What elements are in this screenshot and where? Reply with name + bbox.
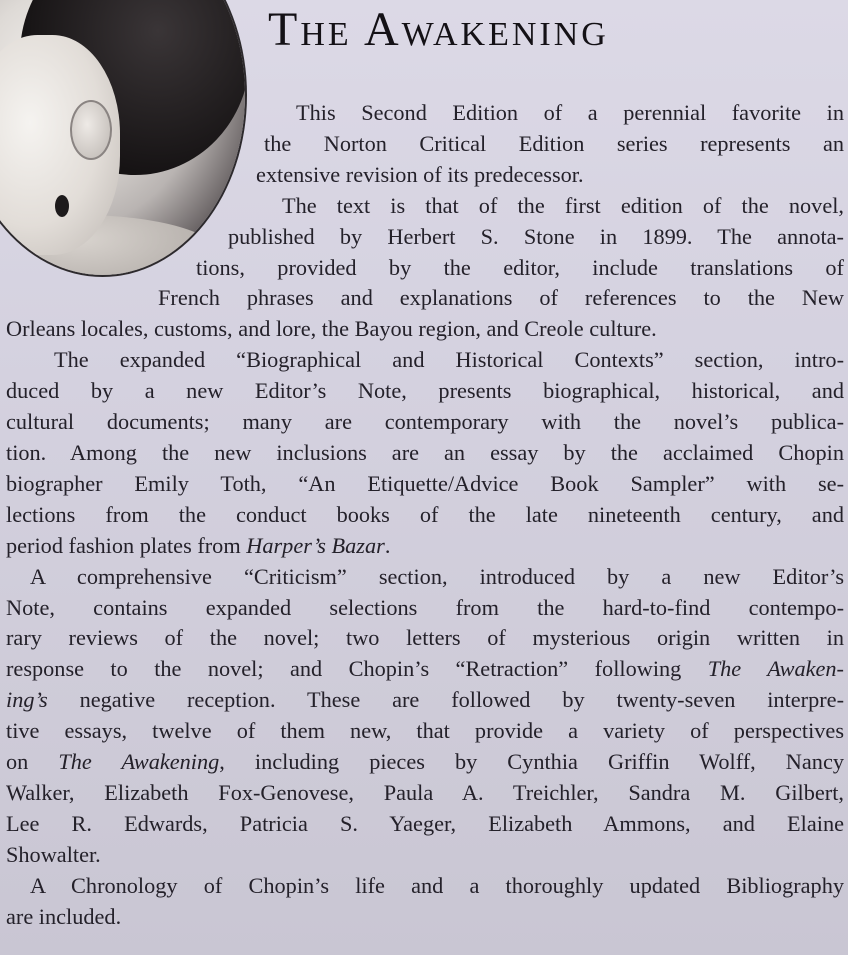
description-paragraph bbox=[6, 871, 844, 933]
text-segment: response to the novel; and Chopin’s “Retraction” following bbox=[6, 656, 708, 682]
description-paragraph bbox=[6, 191, 844, 346]
italic-text: Harper’s Bazar bbox=[246, 532, 385, 558]
text-line bbox=[6, 222, 844, 253]
text-line bbox=[6, 469, 844, 500]
text-segment: period fashion plates from bbox=[6, 532, 247, 558]
text-line bbox=[6, 747, 844, 778]
text-segment: tions, provided by the editor, include translations of bbox=[196, 254, 844, 280]
text-line bbox=[6, 716, 844, 747]
text-line bbox=[6, 902, 844, 933]
text-line bbox=[6, 283, 844, 314]
text-line bbox=[6, 376, 844, 407]
text-segment: extensive revision of its predecessor. bbox=[256, 161, 584, 187]
text-segment: are included. bbox=[6, 903, 122, 929]
description-text bbox=[6, 98, 844, 932]
italic-text: The Awaken- bbox=[707, 656, 844, 682]
text-line bbox=[6, 623, 844, 654]
description-paragraph bbox=[6, 98, 844, 191]
italic-text: The Awakening bbox=[58, 749, 220, 775]
text-line bbox=[6, 809, 844, 840]
text-line bbox=[6, 438, 844, 469]
text-segment: tion. Among the new inclusions are an essay by the acclaimed Chopin bbox=[6, 439, 844, 465]
text-segment: duced by a new Editor’s Note, presents biographical, historical, and bbox=[6, 378, 844, 404]
text-segment: , including pieces by Cynthia Griffin Wolff, Nancy bbox=[219, 749, 844, 775]
text-line bbox=[6, 98, 844, 129]
text-line bbox=[6, 191, 844, 222]
text-segment: This Second Edition of a perennial favorite in bbox=[296, 100, 844, 125]
text-line bbox=[6, 593, 844, 624]
text-line bbox=[6, 345, 844, 376]
text-line bbox=[6, 500, 844, 531]
text-line bbox=[6, 871, 844, 902]
text-line bbox=[6, 160, 844, 191]
text-segment: published by Herbert S. Stone in 1899. The annota- bbox=[228, 223, 844, 249]
text-segment: cultural documents; many are contemporary with the novel’s publica- bbox=[6, 409, 844, 435]
text-segment: A Chronology of Chopin’s life and a thoroughly updated Bibliography bbox=[30, 872, 844, 898]
text-line bbox=[6, 531, 844, 562]
book-title: The Awakening bbox=[268, 3, 609, 56]
text-line bbox=[6, 253, 844, 284]
text-segment: Orleans locales, customs, and lore, the Bayou region, and Creole culture. bbox=[6, 316, 657, 342]
text-segment: rary reviews of the novel; two letters of mysterious origin written in bbox=[6, 625, 844, 651]
text-line bbox=[6, 654, 844, 685]
text-segment: . bbox=[384, 532, 391, 558]
text-line bbox=[6, 562, 844, 593]
text-line bbox=[6, 840, 844, 871]
text-segment: A comprehensive “Criticism” section, introduced by a new Editor’s bbox=[30, 563, 844, 589]
text-segment: The text is that of the first edition of the novel, bbox=[282, 192, 844, 218]
text-segment: Walker, Elizabeth Fox-Genovese, Paula A. Treichler, Sandra M. Gilbert, bbox=[6, 779, 844, 805]
text-segment: the Norton Critical Edition series represents an bbox=[264, 130, 844, 156]
description-paragraph bbox=[6, 562, 844, 871]
text-segment: lections from the conduct books of the late nineteenth century, and bbox=[6, 501, 844, 527]
text-line bbox=[6, 685, 844, 716]
text-segment: on bbox=[6, 749, 59, 775]
text-line bbox=[6, 129, 844, 160]
text-line bbox=[6, 778, 844, 809]
text-segment: The expanded “Biographical and Historical Contexts” section, intro- bbox=[54, 347, 844, 373]
text-line bbox=[6, 407, 844, 438]
text-segment: Note, contains expanded selections from the hard-to-find contempo- bbox=[6, 594, 844, 620]
text-segment: biographer Emily Toth, “An Etiquette/Advice Book Sampler” with se- bbox=[6, 470, 844, 496]
text-segment: tive essays, twelve of them new, that provide a variety of perspectives bbox=[6, 718, 844, 744]
italic-text: ing’s bbox=[6, 687, 48, 713]
text-segment: Showalter. bbox=[6, 841, 101, 867]
text-segment: negative reception. These are followed by twenty-seven interpre- bbox=[47, 687, 844, 713]
text-segment: French phrases and explanations of references to the New bbox=[158, 285, 844, 311]
text-line bbox=[6, 314, 844, 345]
text-segment: Lee R. Edwards, Patricia S. Yaeger, Elizabeth Ammons, and Elaine bbox=[6, 810, 844, 836]
description-paragraph bbox=[6, 345, 844, 561]
